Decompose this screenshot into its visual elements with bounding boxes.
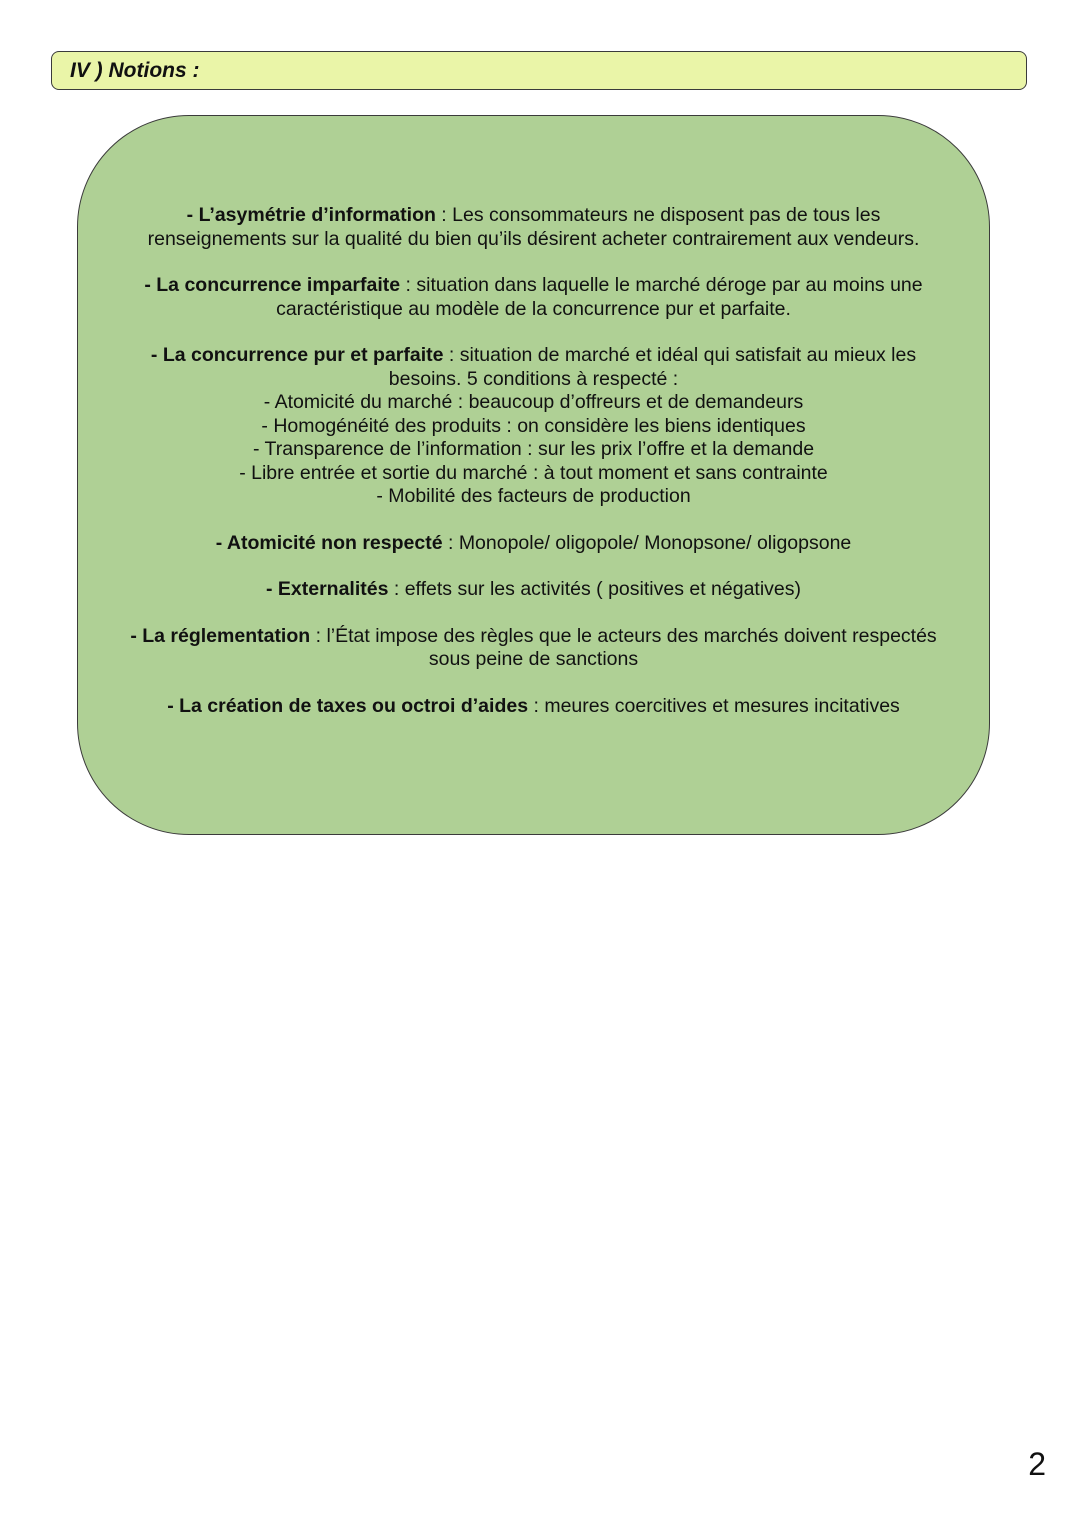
notion-definition: situation dans laquelle le marché déroge par au moins une caractéristique au modèle de la concurrence pur et parfaite. [276, 274, 923, 320]
condition-item: - Libre entrée et sortie du marché : à tout moment et sans contrainte [239, 461, 828, 484]
notion-term: - L’asymétrie d’information [186, 204, 436, 226]
condition-item: - Transparence de l’information : sur les prix l’offre et la demande [252, 438, 815, 460]
notion-separator: : [442, 531, 459, 554]
conditions-list [118, 391, 949, 509]
notion-term: - La concurrence imparfaite [144, 274, 401, 296]
notion-asymetrie-information [118, 204, 949, 251]
notion-term: - La concurrence pur et parfaite [150, 344, 444, 366]
condition-item: - Mobilité des facteurs de production [376, 485, 691, 507]
notion-separator: : [400, 274, 417, 296]
notion-definition: effets sur les activités ( positives et négatives) [404, 578, 802, 600]
page-number: 2 [1028, 1446, 1046, 1482]
notion-reglementation [118, 625, 949, 672]
notions-box [77, 115, 990, 835]
notion-separator: : [443, 344, 460, 366]
notion-term: - Atomicité non respecté [215, 531, 443, 554]
section-header [51, 51, 1027, 90]
notion-separator: : [528, 694, 545, 717]
notion-separator: : [435, 204, 453, 226]
notion-separator: : [388, 578, 405, 600]
notion-definition: meures coercitives et mesures incitatives [544, 694, 900, 717]
notion-heading [118, 344, 949, 391]
notion-taxes-aides [118, 695, 949, 719]
notion-definition: Monopole/ oligopole/ Monopsone/ oligopsone [458, 531, 852, 554]
condition-item: - Atomicité du marché : beaucoup d’offreurs et de demandeurs [263, 391, 804, 413]
notion-atomicite-non-respecte [118, 532, 949, 556]
notion-concurrence-pure-parfaite [118, 344, 949, 509]
condition-item: - Homogénéité des produits : on considère les biens identiques [261, 414, 806, 437]
notion-definition: Les consommateurs ne disposent pas de tous les renseignements sur la qualité du bien qu’ils désirent acheter contrairement aux vendeurs. [147, 204, 920, 250]
notion-term: - La création de taxes ou octroi d’aides [167, 694, 529, 717]
notion-concurrence-imparfaite [118, 274, 949, 321]
notion-externalites [118, 578, 949, 602]
notion-definition: situation de marché et idéal qui satisfait au mieux les besoins. 5 conditions à respecté : [388, 344, 917, 390]
notion-separator: : [310, 624, 327, 647]
notion-term: - La réglementation [130, 624, 311, 647]
notion-term: - Externalités [265, 578, 389, 600]
section-title: IV ) Notions : [70, 58, 200, 82]
notion-definition: l’État impose des règles que le acteurs des marchés doivent respectés sous peine de sanctions [326, 624, 937, 670]
